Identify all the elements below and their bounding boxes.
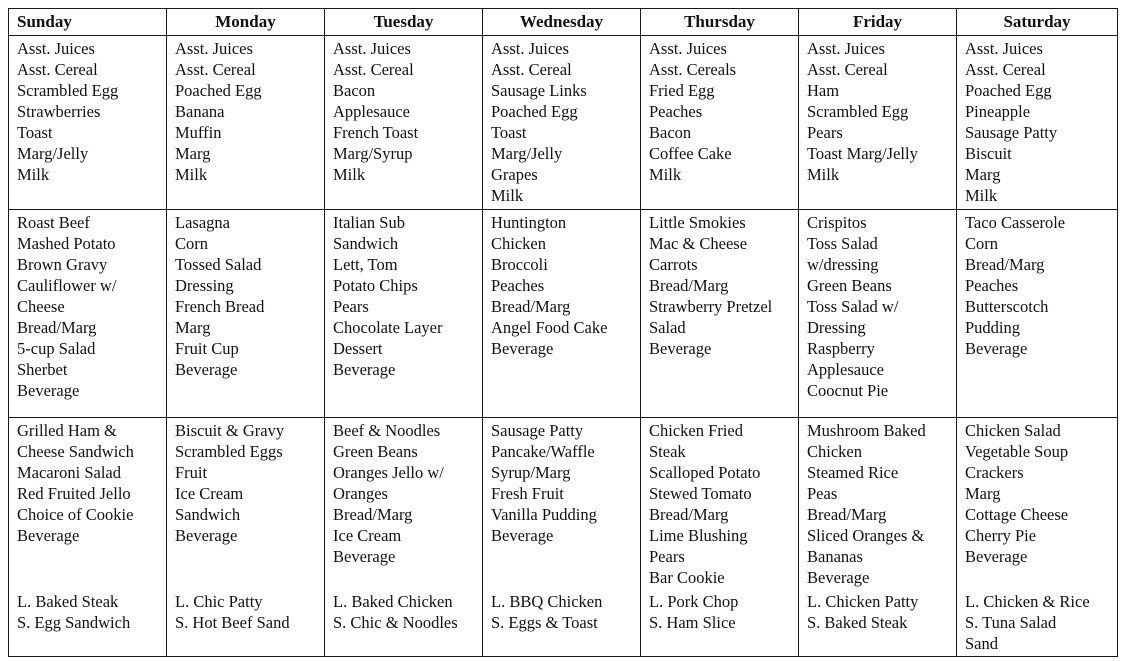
supper-cell-monday <box>167 418 325 657</box>
menu-item: Beef & Noodles <box>333 421 441 440</box>
menu-item: Crackers <box>965 463 1024 482</box>
menu-item: Potato Chips <box>333 276 418 295</box>
alternate-item: L. Baked Steak <box>17 592 119 611</box>
menu-item: Sherbet <box>17 360 68 379</box>
menu-item: Lime Blushing <box>649 526 748 545</box>
menu-item: Strawberries <box>17 102 101 121</box>
menu-item: w/dressing <box>807 255 879 274</box>
alternate-item: S. Baked Steak <box>807 613 908 632</box>
menu-item: Lett, Tom <box>333 255 398 274</box>
weekly-menu-table <box>8 8 1118 657</box>
menu-item: Beverage <box>333 547 396 566</box>
menu-item: Cheese <box>17 297 65 316</box>
menu-item: Bar Cookie <box>649 568 725 587</box>
lunch-cell-wednesday <box>483 210 641 418</box>
menu-item: Pancake/Waffle <box>491 442 595 461</box>
lunch-cell-tuesday <box>325 210 483 418</box>
menu-item: Beverage <box>649 339 712 358</box>
menu-item: Green Beans <box>333 442 418 461</box>
alternate-item: S. Chic & Noodles <box>333 613 458 632</box>
menu-item: Pears <box>649 547 685 566</box>
alternate-item: L. Chic Patty <box>175 592 263 611</box>
menu-item: Milk <box>807 165 840 184</box>
menu-item: Sausage Patty <box>491 421 584 440</box>
menu-item: Little Smokies <box>649 213 746 232</box>
menu-item: Sausage Links <box>491 81 587 100</box>
menu-item: Grilled Ham & <box>17 421 117 440</box>
menu-item: Taco Casserole <box>965 213 1066 232</box>
menu-item: Dessert <box>333 339 383 358</box>
menu-item: Raspberry <box>807 339 875 358</box>
day-header-monday: Monday <box>167 9 325 36</box>
menu-item: Carrots <box>649 255 698 274</box>
menu-item: Bread/Marg <box>491 297 571 316</box>
alternate-options <box>17 591 130 633</box>
menu-item: Stewed Tomato <box>649 484 752 503</box>
menu-item: Asst. Juices <box>17 39 95 58</box>
supper-cell-saturday <box>957 418 1118 657</box>
alternate-options <box>807 591 918 633</box>
lunch-row <box>9 210 1118 418</box>
menu-item: Bacon <box>333 81 376 100</box>
lunch-cell-thursday <box>641 210 799 418</box>
menu-item: Cheese Sandwich <box>17 442 134 461</box>
menu-item: Dressing <box>175 276 234 295</box>
menu-item: Chicken <box>491 234 546 253</box>
menu-item: Mashed Potato <box>17 234 116 253</box>
menu-item: Beverage <box>17 526 80 545</box>
lunch-cell-friday <box>799 210 957 418</box>
day-header-friday: Friday <box>799 9 957 36</box>
menu-item: Chicken Salad <box>965 421 1061 440</box>
menu-item: Poached Egg <box>175 81 262 100</box>
menu-item: Toss Salad <box>807 234 878 253</box>
menu-item: Asst. Cereal <box>175 60 256 79</box>
menu-item: Marg <box>175 318 211 337</box>
alternate-item: L. Chicken Patty <box>807 592 919 611</box>
menu-item: Toss Salad w/ <box>807 297 899 316</box>
menu-item: French Bread <box>175 297 265 316</box>
menu-item: Tossed Salad <box>175 255 262 274</box>
menu-item: Butterscotch <box>965 297 1049 316</box>
menu-item: Asst. Cereals <box>649 60 737 79</box>
alternate-item: S. Egg Sandwich <box>17 613 131 632</box>
menu-item: Beverage <box>175 360 238 379</box>
menu-item: Bacon <box>649 123 692 142</box>
supper-cell-thursday <box>641 418 799 657</box>
menu-item: Toast <box>17 123 53 142</box>
menu-item: Milk <box>175 165 208 184</box>
menu-item: Crispitos <box>807 213 867 232</box>
menu-item: Grapes <box>491 165 538 184</box>
menu-item: Muffin <box>175 123 222 142</box>
menu-item: Oranges Jello w/ <box>333 463 444 482</box>
menu-item: Steak <box>649 442 686 461</box>
supper-cell-wednesday <box>483 418 641 657</box>
menu-item: Dressing <box>807 318 866 337</box>
menu-item: Brown Gravy <box>17 255 108 274</box>
lunch-cell-saturday <box>957 210 1118 418</box>
menu-item: Asst. Juices <box>649 39 727 58</box>
menu-item: Asst. Cereal <box>965 60 1046 79</box>
menu-item: Cottage Cheese <box>965 505 1069 524</box>
menu-item: Bread/Marg <box>649 505 729 524</box>
menu-item: Beverage <box>17 381 80 400</box>
menu-item: Scrambled Egg <box>807 102 909 121</box>
menu-item: Ice Cream <box>175 484 244 503</box>
menu-item: Corn <box>965 234 998 253</box>
menu-item: Fried Egg <box>649 81 715 100</box>
menu-item: Chocolate Layer <box>333 318 443 337</box>
alternate-options <box>965 591 1090 654</box>
menu-item: Peaches <box>491 276 545 295</box>
day-header-saturday: Saturday <box>957 9 1118 36</box>
menu-item: Asst. Juices <box>807 39 885 58</box>
menu-item: Corn <box>175 234 208 253</box>
menu-item: Bread/Marg <box>649 276 729 295</box>
menu-item: Steamed Rice <box>807 463 899 482</box>
menu-item: Beverage <box>965 339 1028 358</box>
menu-item: Macaroni Salad <box>17 463 122 482</box>
menu-item: Angel Food Cake <box>491 318 608 337</box>
menu-item: Scalloped Potato <box>649 463 761 482</box>
menu-item: Italian Sub <box>333 213 405 232</box>
menu-item: Asst. Juices <box>175 39 253 58</box>
menu-item: Fresh Fruit <box>491 484 564 503</box>
menu-item: Asst. Juices <box>491 39 569 58</box>
menu-item: Ham <box>807 81 840 100</box>
menu-item: Sandwich <box>333 234 399 253</box>
menu-item: Peas <box>807 484 838 503</box>
supper-cell-sunday <box>9 418 167 657</box>
menu-item: Asst. Juices <box>333 39 411 58</box>
menu-item: Poached Egg <box>491 102 578 121</box>
menu-item: Peaches <box>649 102 703 121</box>
alternate-item: Sand <box>965 634 998 653</box>
breakfast-cell-sunday <box>9 36 167 210</box>
menu-item: Asst. Cereal <box>17 60 98 79</box>
menu-item: Peaches <box>965 276 1019 295</box>
menu-item: Applesauce <box>333 102 410 121</box>
menu-item: Chicken Fried <box>649 421 743 440</box>
menu-item: Banana <box>175 102 225 121</box>
day-header-wednesday: Wednesday <box>483 9 641 36</box>
menu-item: Beverage <box>333 360 396 379</box>
menu-item: Milk <box>491 186 524 205</box>
menu-item: Mac & Cheese <box>649 234 748 253</box>
breakfast-cell-thursday <box>641 36 799 210</box>
menu-item: Beverage <box>491 526 554 545</box>
menu-item: Bananas <box>807 547 863 566</box>
menu-item: Bread/Marg <box>333 505 413 524</box>
menu-item: Marg <box>965 484 1001 503</box>
alternate-item: L. Chicken & Rice <box>965 592 1090 611</box>
menu-item: Asst. Cereal <box>807 60 888 79</box>
menu-item: French Toast <box>333 123 419 142</box>
alternate-item: S. Ham Slice <box>649 613 736 632</box>
menu-item: Cherry Pie <box>965 526 1037 545</box>
menu-item: Chicken <box>807 442 862 461</box>
supper-row <box>9 418 1118 657</box>
day-header-sunday: Sunday <box>9 9 167 36</box>
alternate-item: L. Pork Chop <box>649 592 739 611</box>
breakfast-cell-wednesday <box>483 36 641 210</box>
day-header-thursday: Thursday <box>641 9 799 36</box>
menu-item: Asst. Cereal <box>491 60 572 79</box>
menu-item: Marg/Syrup <box>333 144 413 163</box>
menu-item: Beverage <box>965 547 1028 566</box>
menu-item: Poached Egg <box>965 81 1052 100</box>
menu-item: Bread/Marg <box>965 255 1045 274</box>
menu-item: Scrambled Egg <box>17 81 119 100</box>
alternate-item: S. Tuna Salad <box>965 613 1057 632</box>
menu-item: Bread/Marg <box>807 505 887 524</box>
day-header-row <box>9 9 1118 36</box>
menu-item: Beverage <box>491 339 554 358</box>
menu-item: Strawberry Pretzel <box>649 297 773 316</box>
menu-item: Pudding <box>965 318 1021 337</box>
menu-item: Cauliflower w/ <box>17 276 117 295</box>
menu-item: Coffee Cake <box>649 144 732 163</box>
menu-item: 5-cup Salad <box>17 339 96 358</box>
supper-cell-tuesday <box>325 418 483 657</box>
menu-item: Mushroom Baked <box>807 421 926 440</box>
menu-item: Beverage <box>175 526 238 545</box>
menu-item: Milk <box>333 165 366 184</box>
menu-item: Salad <box>649 318 686 337</box>
lunch-cell-monday <box>167 210 325 418</box>
menu-item: Fruit Cup <box>175 339 239 358</box>
menu-item: Milk <box>17 165 50 184</box>
menu-item: Marg <box>965 165 1001 184</box>
breakfast-cell-tuesday <box>325 36 483 210</box>
alternate-options <box>491 591 602 633</box>
menu-item: Bread/Marg <box>17 318 97 337</box>
menu-item: Red Fruited Jello <box>17 484 131 503</box>
alternate-item: S. Eggs & Toast <box>491 613 598 632</box>
menu-item: Toast <box>491 123 527 142</box>
menu-item: Biscuit <box>965 144 1012 163</box>
menu-item: Pears <box>333 297 369 316</box>
menu-item: Ice Cream <box>333 526 402 545</box>
menu-item: Vegetable Soup <box>965 442 1069 461</box>
lunch-cell-sunday <box>9 210 167 418</box>
supper-cell-friday <box>799 418 957 657</box>
menu-item: Asst. Cereal <box>333 60 414 79</box>
menu-item: Roast Beef <box>17 213 90 232</box>
menu-item: Toast Marg/Jelly <box>807 144 918 163</box>
menu-item: Milk <box>965 186 998 205</box>
alternate-options <box>175 591 290 633</box>
alternate-item: L. BBQ Chicken <box>491 592 603 611</box>
menu-item: Syrup/Marg <box>491 463 571 482</box>
menu-item: Fruit <box>175 463 208 482</box>
menu-item: Choice of Cookie <box>17 505 134 524</box>
menu-item: Sliced Oranges & <box>807 526 925 545</box>
menu-item: Huntington <box>491 213 567 232</box>
breakfast-cell-friday <box>799 36 957 210</box>
menu-item: Oranges <box>333 484 388 503</box>
menu-item: Marg <box>175 144 211 163</box>
menu-item: Sandwich <box>175 505 241 524</box>
menu-item: Asst. Juices <box>965 39 1043 58</box>
menu-item: Pears <box>807 123 843 142</box>
day-header-tuesday: Tuesday <box>325 9 483 36</box>
alternate-item: L. Baked Chicken <box>333 592 453 611</box>
menu-item: Lasagna <box>175 213 230 232</box>
breakfast-cell-saturday <box>957 36 1118 210</box>
menu-item: Vanilla Pudding <box>491 505 597 524</box>
menu-item: Marg/Jelly <box>17 144 89 163</box>
menu-item: Green Beans <box>807 276 892 295</box>
menu-item: Broccoli <box>491 255 548 274</box>
menu-item: Sausage Patty <box>965 123 1058 142</box>
menu-item: Milk <box>649 165 682 184</box>
alternate-item: S. Hot Beef Sand <box>175 613 290 632</box>
menu-item: Marg/Jelly <box>491 144 563 163</box>
menu-item: Pineapple <box>965 102 1031 121</box>
menu-item: Coocnut Pie <box>807 381 889 400</box>
alternate-options <box>649 591 738 633</box>
menu-item: Scrambled Eggs <box>175 442 283 461</box>
menu-item: Biscuit & Gravy <box>175 421 285 440</box>
alternate-options <box>333 591 458 633</box>
menu-item: Applesauce <box>807 360 884 379</box>
breakfast-row <box>9 36 1118 210</box>
menu-item: Beverage <box>807 568 870 587</box>
breakfast-cell-monday <box>167 36 325 210</box>
